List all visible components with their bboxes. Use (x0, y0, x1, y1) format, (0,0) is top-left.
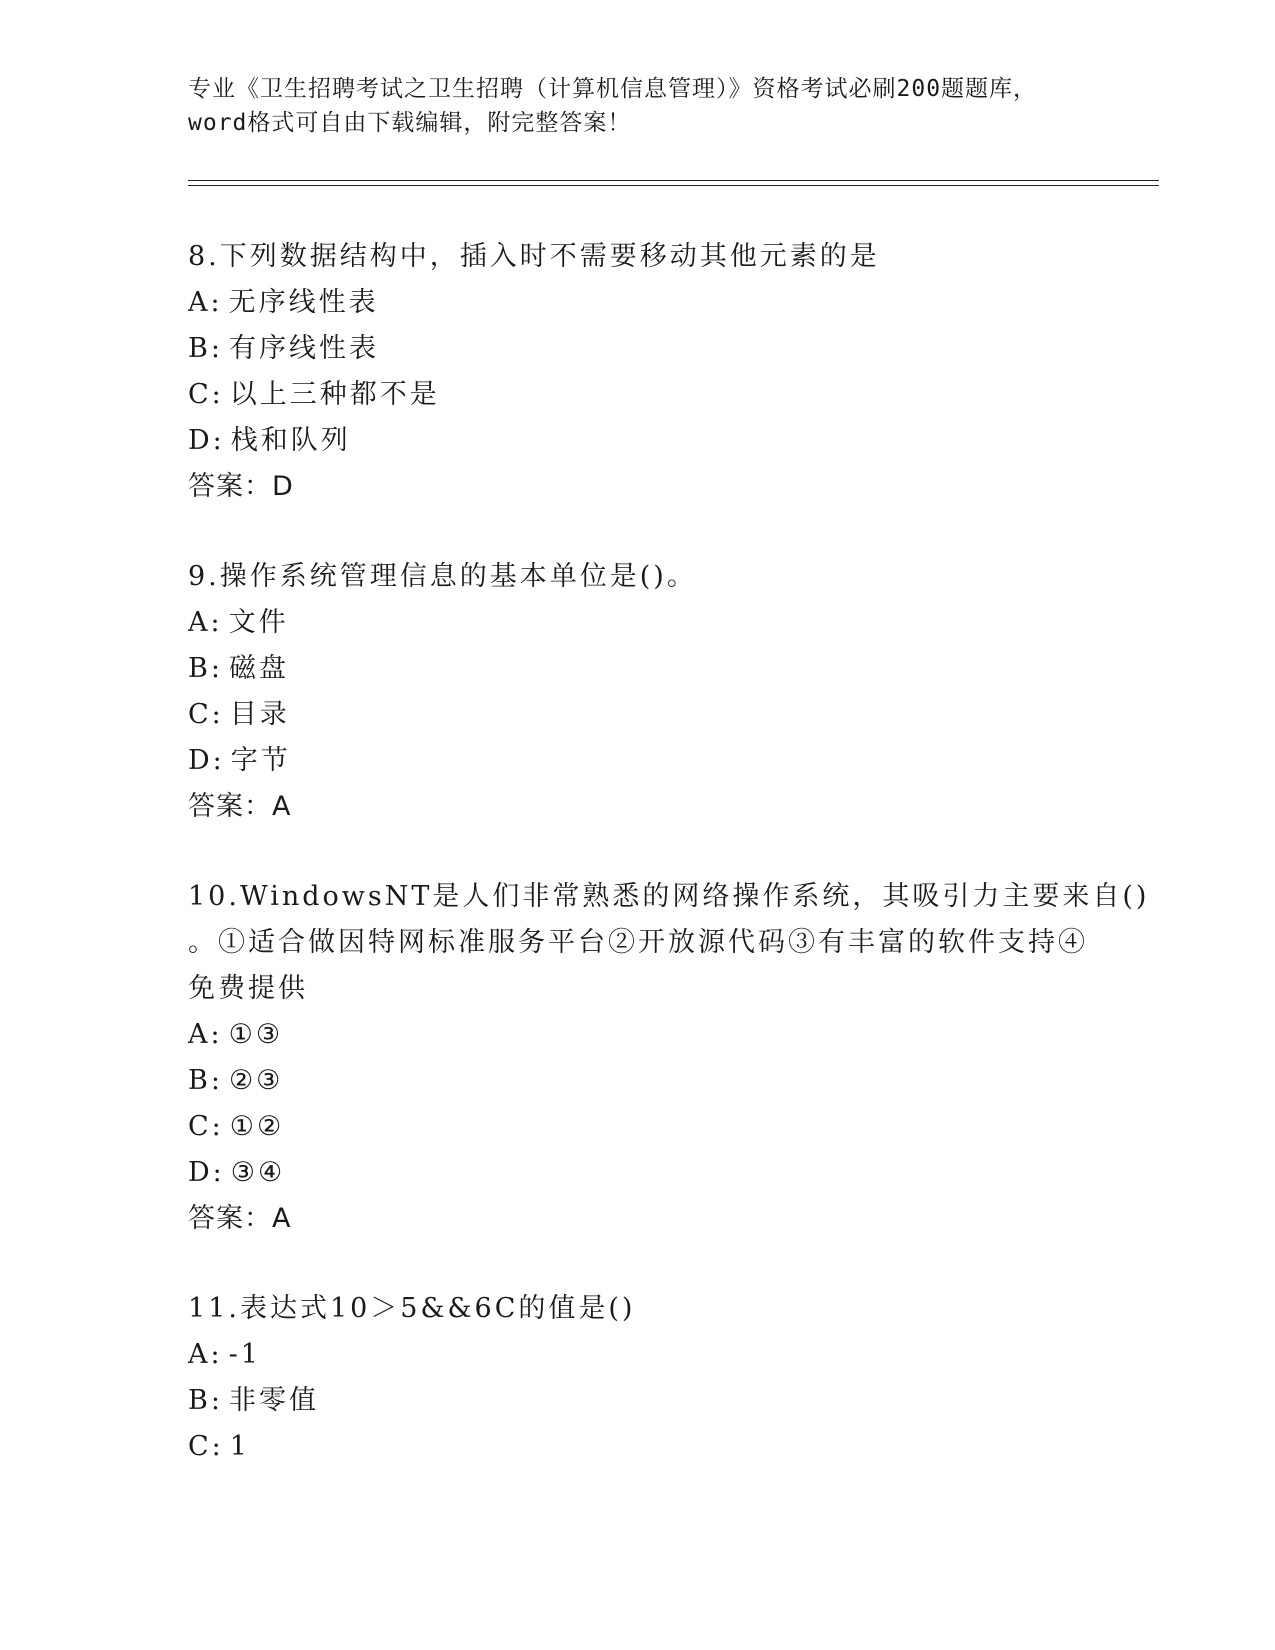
option-d (188, 418, 1088, 464)
option-text: ①② (229, 1111, 285, 1142)
option-label: D: (188, 745, 225, 776)
question-10 (188, 874, 1150, 1242)
option-c (188, 1424, 1088, 1470)
option-a (188, 1332, 1088, 1378)
question-stem: 9.操作系统管理信息的基本单位是()。 (188, 561, 697, 592)
option-label: C: (188, 1431, 224, 1462)
option-label: A: (188, 287, 223, 318)
question-stem: 8.下列数据结构中，插入时不需要移动其他元素的是 (188, 241, 880, 272)
option-text: 无序线性表 (228, 287, 379, 318)
header-divider-bottom (188, 185, 1159, 186)
option-text: 1 (229, 1431, 250, 1462)
question-9 (188, 554, 1088, 830)
option-text: -1 (228, 1339, 261, 1370)
option-text: ②③ (228, 1065, 284, 1096)
option-c (188, 692, 1088, 738)
answer: 答案：A (188, 1203, 292, 1234)
option-text: ①③ (228, 1019, 284, 1050)
header-line-1: 专业《卫生招聘考试之卫生招聘（计算机信息管理）》资格考试必刷200题题库， (188, 76, 1038, 102)
option-d (188, 738, 1088, 784)
answer: 答案：D (188, 471, 294, 502)
option-text: 非零值 (228, 1385, 319, 1416)
option-b (188, 1058, 1088, 1104)
document-header (188, 72, 1088, 140)
option-text: 目录 (229, 699, 290, 730)
option-label: A: (188, 1019, 223, 1050)
option-label: C: (188, 379, 224, 410)
option-label: B: (188, 333, 223, 364)
question-list (188, 234, 1150, 1514)
header-line-2: word格式可自由下载编辑，附完整答案！ (188, 110, 632, 136)
question-8 (188, 234, 1088, 510)
option-c (188, 372, 1088, 418)
option-b (188, 646, 1088, 692)
option-label: C: (188, 699, 224, 730)
question-11 (188, 1286, 1088, 1470)
option-label: B: (188, 1385, 223, 1416)
question-stem-line-2: 。①适合做因特网标准服务平台②开放源代码③有丰富的软件支持④ (188, 927, 1088, 958)
option-a (188, 1012, 1088, 1058)
option-label: D: (188, 425, 225, 456)
option-a (188, 600, 1088, 646)
option-text: 以上三种都不是 (229, 379, 440, 410)
answer: 答案：A (188, 791, 292, 822)
option-label: B: (188, 1065, 223, 1096)
option-text: ③④ (230, 1157, 286, 1188)
option-c (188, 1104, 1088, 1150)
option-label: C: (188, 1111, 224, 1142)
option-text: 字节 (230, 745, 291, 776)
option-a (188, 280, 1088, 326)
question-stem-line-1: 10.WindowsNT是人们非常熟悉的网络操作系统，其吸引力主要来自() (188, 881, 1150, 912)
option-b (188, 1378, 1088, 1424)
option-text: 栈和队列 (230, 425, 351, 456)
option-label: D: (188, 1157, 225, 1188)
question-stem: 11.表达式10＞5&&6C的值是() (188, 1293, 636, 1324)
option-text: 有序线性表 (228, 333, 379, 364)
question-stem-line-3: 免费提供 (188, 973, 308, 1004)
option-d (188, 1150, 1088, 1196)
header-divider-top (188, 180, 1159, 181)
option-text: 文件 (228, 607, 289, 638)
option-label: A: (188, 607, 223, 638)
option-label: A: (188, 1339, 223, 1370)
option-b (188, 326, 1088, 372)
option-label: B: (188, 653, 223, 684)
option-text: 磁盘 (228, 653, 289, 684)
